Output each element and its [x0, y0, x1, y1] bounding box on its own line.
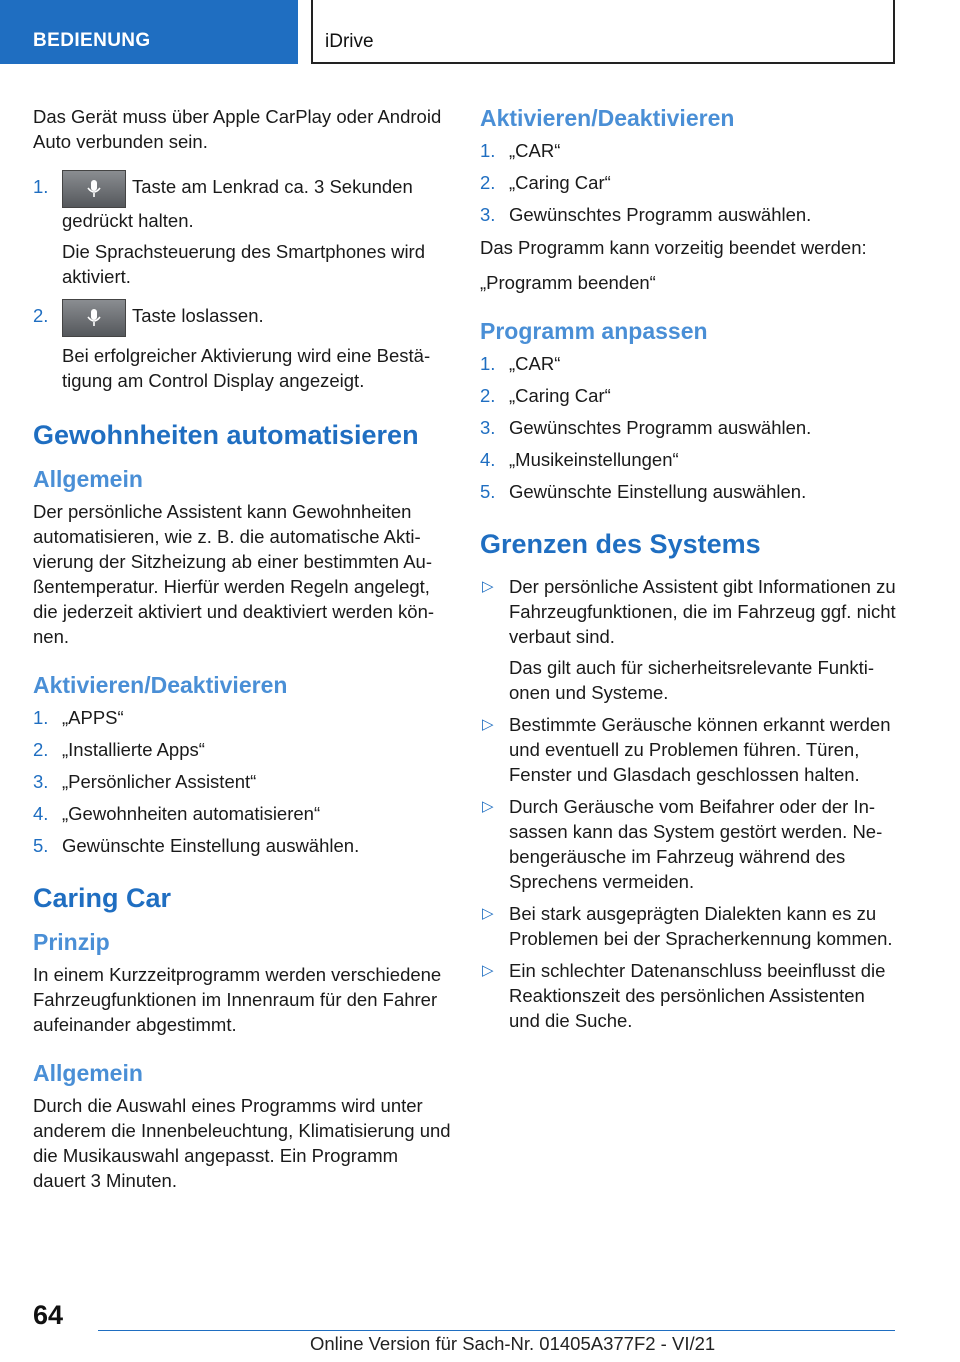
microphone-button-image: [62, 299, 126, 337]
step-text: Gewünschtes Programm auswählen.: [509, 204, 812, 225]
step-text: Gewünschte Einstellung auswählen.: [509, 481, 807, 502]
microphone-icon: [87, 179, 101, 199]
step-number: 3.: [33, 771, 49, 792]
heading-gewohnheiten: Gewohnheiten automatisieren: [33, 420, 419, 450]
chapter-title: iDrive: [311, 0, 895, 64]
step-number: 3.: [480, 204, 496, 225]
step-text: „Gewohnheiten automatisieren“: [62, 803, 321, 824]
list-item: [33, 174, 453, 289]
note-command: „Programm beenden“: [480, 272, 656, 293]
triangle-right-icon: ▷: [482, 962, 494, 979]
list-item: [33, 303, 453, 393]
left-column: [33, 104, 453, 1203]
list-item: [33, 833, 453, 858]
bullet-text: Durch Geräusche vom Beifahrer oder der Insassen kann das System gestört werden. Nebengeräusche im Fahrzeug während des Sprechens vermeiden.: [509, 796, 883, 892]
list-item: [480, 138, 900, 163]
subheading-allgemein: Allgemein: [33, 466, 143, 492]
prinzip-text: In einem Kurzzeitprogramm werden verschiedene Fahrzeugfunktionen im Innenraum für den Fahrer aufeinander abgestimmt.: [33, 964, 442, 1035]
subheading-aktivieren: Aktivieren/Deaktivieren: [480, 105, 735, 131]
list-item: [480, 447, 900, 472]
microphone-button-image: [62, 170, 126, 208]
step-number: 1.: [33, 707, 49, 728]
step-number: 1.: [480, 353, 496, 374]
microphone-icon: [87, 308, 101, 328]
voice-steps: [33, 174, 453, 393]
page-number: 64: [33, 1300, 64, 1330]
list-item: [480, 170, 900, 195]
step-number: 5.: [33, 835, 49, 856]
footer-text: Online Version für Sach-Nr. 01405A377F2 - VI/21: [310, 1333, 716, 1354]
subheading-aktivieren: Aktivieren/Deaktivieren: [33, 672, 288, 698]
bullet-text: Ein schlechter Datenanschluss beeinflusst die Reaktionszeit des persönlichen Assistenten und die Suche.: [509, 960, 886, 1031]
list-item: [480, 574, 900, 705]
heading-grenzen: Grenzen des Systems: [480, 529, 761, 559]
step-text: „Persönlicher Assistent“: [62, 771, 257, 792]
list-item: [33, 769, 453, 794]
apps-steps: [33, 705, 453, 858]
adjust-steps: [480, 351, 900, 504]
step-text: „Musikeinstellungen“: [509, 449, 679, 470]
list-item: [33, 737, 453, 762]
subheading-allgemein: Allgemein: [33, 1060, 143, 1086]
list-item: [33, 705, 453, 730]
list-item: [480, 479, 900, 504]
bullet-text: Bestimmte Geräusche können erkannt werden und eventuell zu Problemen führen. Türen, Fenster und Glasdach geschlossen halten.: [509, 714, 891, 785]
heading-caring-car: Caring Car: [33, 883, 172, 913]
step-number: 4.: [33, 803, 49, 824]
step-text: „CAR“: [509, 140, 561, 161]
list-item: [480, 202, 900, 227]
bullet-text: Der persönliche Assistent gibt Informationen zu Fahrzeugfunktionen, die im Fahrzeug ggf. nicht verbaut sind.: [509, 576, 896, 647]
list-item: [480, 383, 900, 408]
step-number: 1.: [33, 176, 49, 197]
allgemein-text: Durch die Auswahl eines Programms wird unter anderem die Innenbeleuchtung, Klimatisierung und die Musikauswahl angepasst. Ein Programm dauert 3 Minuten.: [33, 1095, 451, 1191]
step-number: 5.: [480, 481, 496, 502]
step-text: „APPS“: [62, 707, 124, 728]
list-item: [33, 801, 453, 826]
list-item: [480, 958, 900, 1033]
step-text: „Caring Car“: [509, 385, 611, 406]
step-number: 2.: [33, 305, 49, 326]
step-text: Taste loslassen.: [132, 305, 264, 326]
subheading-anpassen: Programm anpassen: [480, 318, 708, 344]
step-number: 2.: [480, 172, 496, 193]
step-subtext: Die Sprachsteuerung des Smartphones wird aktiviert.: [62, 241, 425, 287]
step-number: 2.: [480, 385, 496, 406]
subheading-prinzip: Prinzip: [33, 929, 110, 955]
list-item: [480, 794, 900, 894]
limits-list: [480, 574, 900, 1033]
list-item: [480, 712, 900, 787]
section-tab: BEDIENUNG: [0, 0, 298, 64]
step-number: 2.: [33, 739, 49, 760]
note-text: Das Programm kann vorzeitig beendet werden:: [480, 237, 867, 258]
allgemein-text: Der persönliche Assistent kann Gewohnheiten automatisieren, wie z. B. die automatische Aktivierung der Sitzheizung ab einer bestimmten Außentemperatur. Hierfür werden Regeln angelegt, die jederzeit aktiviert und deaktiviert werden können.: [33, 501, 435, 647]
step-text: „Caring Car“: [509, 172, 611, 193]
triangle-right-icon: ▷: [482, 716, 494, 733]
triangle-right-icon: ▷: [482, 905, 494, 922]
step-subtext: Bei erfolgreicher Aktivierung wird eine Bestätigung am Control Display angezeigt.: [62, 345, 431, 391]
right-column: [480, 104, 900, 1041]
list-item: [480, 351, 900, 376]
step-text: Gewünschte Einstellung auswählen.: [62, 835, 360, 856]
step-number: 3.: [480, 417, 496, 438]
step-number: 4.: [480, 449, 496, 470]
step-text: „CAR“: [509, 353, 561, 374]
car-steps: [480, 138, 900, 227]
bullet-text: Bei stark ausgeprägten Dialekten kann es zu Problemen bei der Spracherkennung kommen.: [509, 903, 893, 949]
footer-divider: [98, 1330, 895, 1331]
triangle-right-icon: ▷: [482, 578, 494, 595]
intro-text: Das Gerät muss über Apple CarPlay oder Android Auto verbunden sein.: [33, 106, 442, 152]
list-item: [480, 901, 900, 951]
bullet-subtext: Das gilt auch für sicherheitsrelevante Funktionen und Systeme.: [509, 657, 875, 703]
step-text: Gewünschtes Programm auswählen.: [509, 417, 812, 438]
step-number: 1.: [480, 140, 496, 161]
triangle-right-icon: ▷: [482, 798, 494, 815]
step-text: Taste am Lenkrad ca. 3 Sekunden gedrückt halten.: [62, 176, 413, 231]
list-item: [480, 415, 900, 440]
step-text: „Installierte Apps“: [62, 739, 205, 760]
